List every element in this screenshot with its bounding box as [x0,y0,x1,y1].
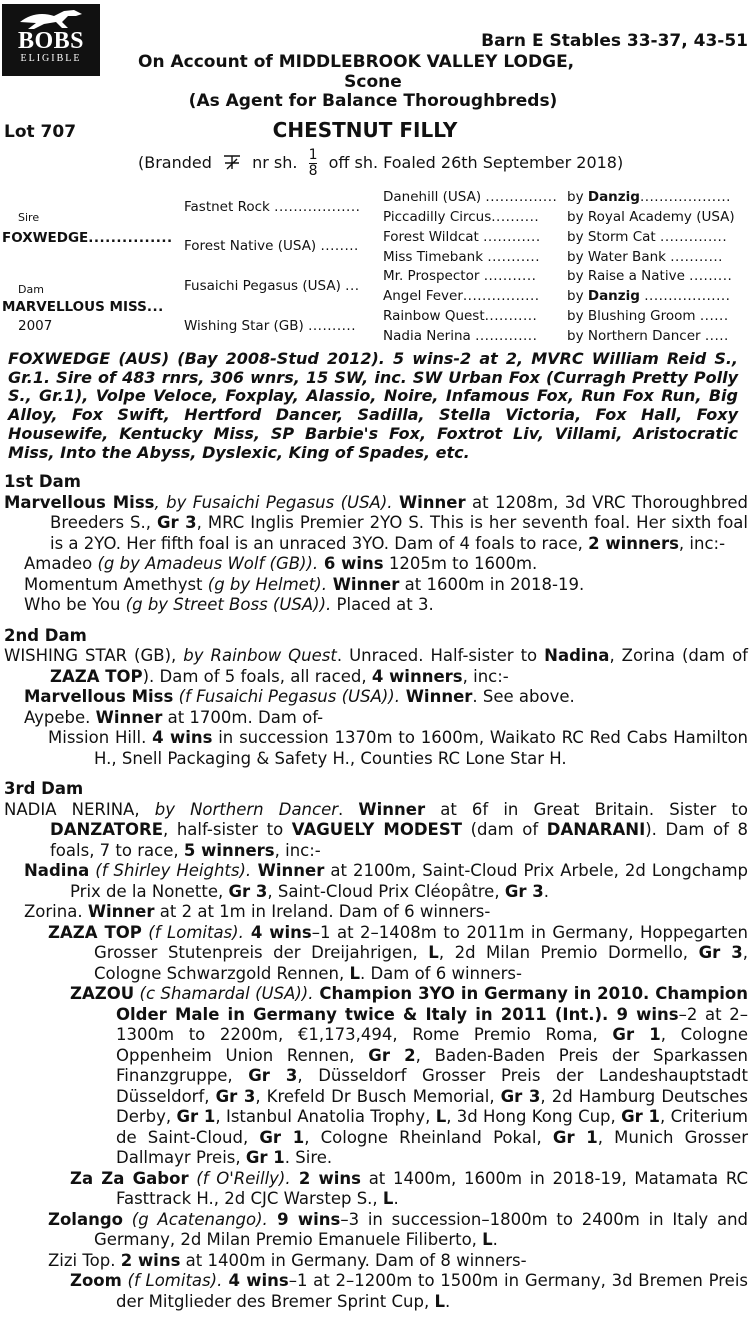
ped-gen3-4-text: Mr. Prospector [383,268,480,284]
ped-gen4-1 [567,207,735,227]
zoom-name: Zoom [70,1271,122,1290]
zoom-wins: 4 wins [222,1271,289,1290]
zazou-g7: Gr 1 [621,1107,661,1126]
second-dam-sire: by Rainbow Quest [183,646,337,665]
brand-fraction [309,148,318,179]
second-dam-t2: , Zorina (dam of [609,646,748,665]
zazou-t3: , Baden-Baden Preis der Sparkassen Finanzgruppe, [116,1045,749,1085]
zoom-l: L [434,1291,445,1311]
brand-prefix: (Branded [138,153,212,172]
second-dam-name: WISHING STAR (GB), [4,646,184,665]
ped-gen4-2-by: by [567,229,584,245]
aypebe-name: Aypebe. [24,707,96,727]
third-dam-name: NADIA NERINA, [4,799,155,819]
brand-line [138,148,748,179]
offspring-marvellous-miss [4,687,748,708]
third-dam-t1: . [338,799,359,819]
offspring-aypebe [4,708,748,729]
momentum-sire: (g by Helmet). [207,574,327,594]
second-dam-t4: , inc:- [462,666,509,686]
zizitop-wins: 2 wins [120,1250,181,1270]
aypebe-win: Winner [95,707,163,727]
offspring-zizi-top [4,1251,748,1272]
dam-year: 2007 [18,318,53,334]
amadeo-wins: 6 wins [318,554,384,573]
momentum-rest: at 1600m in 2018-19. [399,574,585,594]
third-dam-t6: , inc:- [274,840,321,860]
second-dam-zaza: ZAZA TOP [50,666,143,686]
amadeo-sire: (g by Amadeus Wolf (GB)). [97,554,319,573]
vendor-agent: (As Agent for Balance Thoroughbreds) [188,91,558,111]
ped-gen3-3: Miss Timebank ........... [383,249,541,265]
offspring-momentum-amethyst [4,575,748,596]
zazagabor-t2: . [393,1189,399,1208]
third-dam-vaguely: VAGUELY MODEST [291,820,462,839]
zazou-g1: Gr 1 [612,1025,661,1044]
first-dam-name: Marvellous Miss [4,492,155,512]
whobeyou-name: Who be You [24,595,126,614]
zazou-g10: Gr 1 [245,1148,285,1167]
ped-gen3-0-text: Danehill (USA) [383,189,482,205]
first-dam-winners: 2 winners [588,533,679,553]
nadina-name: Nadina [24,861,90,880]
ped-gen2-2-text: Fusaichi Pegasus (USA) [184,278,341,294]
ped-gen2-0: Fastnet Rock .................. [184,199,361,215]
mm-rest: . See above. [472,687,575,706]
mm-sire: (f Fusaichi Pegasus (USA)). [173,687,400,706]
zazou-t9: , Criterium de Saint-Cloud, [116,1107,749,1147]
zazou-t11: , Munich Grosser Dallmayr Preis, [116,1127,749,1167]
zazatop-t2: , 2d Milan Premio Dormello, [438,943,699,962]
brand-fraction-den: 8 [308,163,318,179]
first-dam-grade: Gr 3 [157,513,197,532]
zolango-name: Zolango [48,1209,123,1229]
zoom-t1: –1 at 2–1200m to 1500m in Germany, 3d Bremen Preis der Mitglieder des Bremer Sprint Cup, [116,1271,749,1311]
brand-fraction-num: 1 [308,147,318,163]
first-dam-t3: , inc:- [678,533,726,553]
third-dam-danzatore: DANZATORE [50,820,163,839]
third-dam-paragraph [4,800,748,862]
whobeyou-rest: Placed at 3. [331,595,434,614]
ped-gen4-1-by: by [567,209,584,225]
barn-location: Barn E Stables 33-37, 43-51 [481,31,748,51]
third-dam-winners: 5 winners [183,840,275,860]
vendor-location: Scone [344,72,402,92]
ped-gen2-1-text: Forest Native (USA) [184,238,317,254]
zazatop-t3: , Cologne Schwarzgold Rennen, [94,943,748,983]
ped-gen4-5: by Danzig .................. [567,288,731,304]
zazou-g3: Gr 3 [248,1066,298,1085]
zazou-g8: Gr 1 [259,1127,305,1147]
zizitop-name: Zizi Top. [48,1250,121,1270]
zazatop-t1: –1 at 2–1408m to 2011m in Germany, Hoppegarten Grosser Stutenpreis der Dreijahrigen, [94,922,749,962]
ped-gen4-4-by: by [567,268,584,284]
ped-gen3-0: Danehill (USA) ............... [383,189,558,205]
second-dam-heading: 2nd Dam [4,625,87,645]
zazagabor-l: L [382,1189,394,1208]
vendor-account: On Account of MIDDLEBROOK VALLEY LODGE, [138,52,575,72]
zazagabor-t1: at 1400m, 1600m in 2018-19, Matamata RC Fasttrack H., 2d CJC Warstep S., [116,1168,749,1208]
momentum-name: Momentum Amethyst [24,574,208,594]
zazatop-l2: L [349,963,360,983]
zazou-wins: 9 wins [608,1004,679,1024]
zoom-sire: (f Lomitas). [121,1271,223,1290]
zazatop-g: Gr 3 [698,943,743,962]
ped-gen3-1-text: Piccadilly Circus [383,209,492,225]
ped-gen3-6-text: Rainbow Quest [383,308,485,324]
zolango-sire: (g Acatenango). [122,1209,268,1229]
nadina-t3: . [543,881,549,901]
ped-gen4-2-text: Storm Cat [587,229,656,245]
mm-name: Marvellous Miss [24,687,174,706]
ped-gen4-2: by Storm Cat .............. [567,229,728,245]
ped-gen4-5-text: Danzig [587,288,640,304]
third-dam-win: Winner [358,799,426,819]
amadeo-name: Amadeo [24,554,98,573]
third-dam-t3: , half-sister to [163,820,292,839]
second-dam-t1: . Unraced. Half-sister to [336,646,545,665]
second-dam-nadina: Nadina [544,646,610,665]
zazagabor-name: Za Za Gabor [70,1168,189,1188]
zazagabor-sire: (f O'Reilly). [188,1168,291,1188]
ped-gen2-3-text: Wishing Star (GB) [184,318,304,334]
ped-gen3-7-text: Nadia Nerina [383,328,471,344]
sire-summary: FOXWEDGE (AUS) (Bay 2008-Stud 2012). 5 wins-2 at 2, MVRC William Reid S., Gr.1. Sire of 483 rnrs, 306 wnrs, 15 SW, inc. SW Urban Fox (Curragh Pretty Polly S., Gr.1), Volpe Veloce, Foxplay, Alassio, Noire, Infamous Fox, Run Fox Run, Big Alloy, Fox Swift, Hertford Dancer, Sadilla, Stella Victoria, Fox Hall, Foxy Housewife, Kentucky Miss, SP Barbie's Fox, Foxtrot Liv, Villami, Aristocratic Miss, Into the Abyss, Dyslexic, King of Spades, etc. [8,349,738,462]
zolango-t1: –3 in succession–1800m to 2400m in Italy and Germany, 2d Milan Premio Emanuele Filiberto, [94,1209,748,1249]
third-dam-t5: ). Dam of 8 foals, 7 to race, [50,820,748,860]
zazou-name: ZAZOU [70,984,135,1003]
first-dam-win: Winner [398,492,466,512]
ped-gen4-7-text: Northern Dancer [587,328,701,344]
ped-gen3-1: Piccadilly Circus.......... [383,209,540,225]
nadina-sire: (f Shirley Heights). [89,861,252,880]
aypebe-rest: at 1700m. Dam of- [162,707,324,727]
ped-gen4-1-text: Royal Academy (USA) [587,209,735,225]
offspring-zazou [4,984,748,1169]
zazou-t7: , Istanbul Anatolia Trophy, [215,1107,436,1126]
first-dam-t2: , MRC Inglis Premier 2YO S. This is her seventh foal. Her sixth foal is a 2YO. Her fifth foal is an unraced 3YO. Dam of 4 foals to race, [50,513,748,553]
ped-gen4-0: by Danzig................... [567,189,731,205]
third-dam-danarani: DANARANI [546,820,646,839]
ped-gen3-2: Forest Wildcat ............ [383,229,541,245]
zizitop-rest: at 1400m in Germany. Dam of 8 winners- [180,1250,527,1270]
zazou-t6: , 2d Hamburg Deutsches Derby, [116,1086,748,1126]
first-dam-paragraph [4,493,748,555]
lot-number: Lot 707 [4,122,77,142]
ped-gen4-7-by: by [567,328,584,344]
ped-gen2-3: Wishing Star (GB) .......... [184,318,357,334]
zazou-t1: –2 at 2–1300m to 2200m, €1,173,494, Rome Premio Roma, [116,1004,748,1044]
zolango-wins: 9 wins [267,1209,341,1229]
ped-gen4-3-by: by [567,249,584,265]
ped-gen3-4: Mr. Prospector ........... [383,268,537,284]
bobs-eligible-logo [2,4,100,76]
offspring-za-za-gabor [4,1169,748,1210]
zazou-g9: Gr 1 [552,1127,598,1147]
zazou-g4: Gr 3 [215,1086,256,1106]
ped-gen3-3-text: Miss Timebank [383,249,484,265]
missionhill-rest: in succession 1370m to 1600m, Waikato RC Red Cabs Hamilton H., Snell Packaging & Safety H., Counties RC Lone Star H. [94,728,748,768]
ped-gen4-7: by Northern Dancer ..... [567,328,729,344]
zazatop-wins: 4 wins [243,922,312,942]
nadina-win: Winner [251,861,325,880]
ped-gen4-4: by Raise a Native ......... [567,268,733,284]
offspring-mission-hill [4,728,748,769]
zazatop-t4: . Dam of 6 winners- [359,963,522,983]
sire-label: Sire [18,211,40,224]
nadina-t1: at 2100m, Saint-Cloud Prix Arbele, 2d Longchamp Prix de la Nonette, [70,861,749,901]
sire-name: FOXWEDGE............... [2,230,173,246]
sire-name-text: FOXWEDGE [2,230,89,246]
zazagabor-wins: 2 wins [290,1168,361,1188]
zazou-g5: Gr 3 [500,1086,541,1106]
ped-gen4-0-text: Danzig [587,189,640,205]
zorina-win: Winner [87,902,155,921]
brand-mark-icon [221,153,243,171]
whobeyou-sire: (g by Street Boss (USA)). [125,595,332,614]
zorina-rest: at 2 at 1m in Ireland. Dam of 6 winners- [154,902,491,921]
second-dam-winners: 4 winners [371,666,463,686]
dam-sections [4,472,748,1312]
dam-label: Dam [18,283,44,296]
brand-suffix: off sh. Foaled 26th September 2018) [328,153,624,172]
zazatop-sire: (f Lomitas). [141,922,244,942]
zazou-t5: , Krefeld Dr Busch Memorial, [255,1086,501,1106]
ped-gen4-4-text: Raise a Native [587,268,685,284]
logo-text-sub: ELIGIBLE [20,53,82,64]
offspring-who-be-you [4,595,748,616]
ped-gen4-3-text: Water Bank [587,249,666,265]
second-dam-t3: ). Dam of 5 foals, all raced, [142,666,372,686]
nadina-t2: , Saint-Cloud Prix Cléopâtre, [267,881,505,901]
first-dam-heading: 1st Dam [4,472,81,491]
zazou-sire: (c Shamardal (USA)). [134,984,314,1003]
second-dam-paragraph [4,646,748,687]
zazou-t12: . Sire. [284,1148,333,1167]
third-dam-heading: 3rd Dam [4,779,84,798]
ped-gen4-0-by: by [567,189,584,205]
logo-text-main: BOBS [17,28,85,54]
zolango-t2: . [492,1230,498,1249]
first-dam-t1: at 1208m, 3d VRC Thoroughbred Breeders S., [50,492,748,532]
ped-gen2-2: Fusaichi Pegasus (USA) ... [184,278,360,294]
zazou-l: L [435,1107,447,1126]
dam-name: MARVELLOUS MISS... [2,299,164,315]
zazatop-name: ZAZA TOP [48,922,142,942]
zazou-t4: , Düsseldorf Grosser Preis der Landeshauptstadt Düsseldorf, [116,1066,749,1106]
nadina-g1: Gr 3 [228,881,268,901]
offspring-zaza-top [4,923,748,985]
ped-gen3-5: Angel Fever................ [383,288,540,304]
offspring-zorina [4,902,748,923]
ped-gen4-6: by Blushing Groom ...... [567,308,729,324]
ped-gen3-7: Nadia Nerina ............. [383,328,538,344]
zazou-g6: Gr 1 [176,1107,216,1126]
first-dam-sire: , by Fusaichi Pegasus (USA). [154,492,393,512]
zolango-l: L [482,1230,493,1249]
third-dam-t2: at 6f in Great Britain. Sister to [425,799,748,819]
zazou-t2: , Cologne Oppenheim Union Rennen, [116,1025,748,1065]
zazou-champion: Champion 3YO in Germany in 2010. Champion Older Male in Germany twice & Italy in 2011 (Int.). [116,984,748,1024]
missionhill-wins: 4 wins [152,728,213,747]
zazou-t8: , 3d Hong Kong Cup, [446,1107,622,1126]
ped-gen4-5-by: by [567,288,584,304]
ped-gen3-5-text: Angel Fever [383,288,463,304]
offspring-zolango [4,1210,748,1251]
running-horse-icon [16,8,86,30]
missionhill-name: Mission Hill. [48,728,153,747]
ped-gen3-6: Rainbow Quest........... [383,308,538,324]
lot-title: CHESTNUT FILLY [272,118,458,142]
offspring-amadeo [4,554,748,575]
zorina-name: Zorina. [24,902,88,921]
amadeo-rest: 1205m to 1600m. [383,554,538,573]
ped-gen2-0-text: Fastnet Rock [184,199,270,215]
third-dam-sire: by Northern Dancer [154,799,339,819]
ped-gen4-6-text: Blushing Groom [587,308,696,324]
ped-gen3-2-text: Forest Wildcat [383,229,479,245]
zazatop-l1: L [428,943,439,962]
third-dam-t4: (dam of [461,820,547,839]
ped-gen4-6-by: by [567,308,584,324]
zazou-g2: Gr 2 [368,1045,416,1065]
zazou-t10: , Cologne Rheinland Pokal, [304,1127,553,1147]
nadina-g2: Gr 3 [504,881,544,901]
momentum-win: Winner [326,574,400,594]
zoom-t2: . [444,1291,451,1311]
dam-name-text: MARVELLOUS MISS [2,299,147,315]
ped-gen2-1: Forest Native (USA) ........ [184,238,359,254]
brand-near: nr sh. [252,153,298,172]
mm-win: Winner [399,687,473,706]
ped-gen4-3: by Water Bank ........... [567,249,723,265]
offspring-zoom [4,1271,748,1312]
offspring-nadina [4,861,748,902]
